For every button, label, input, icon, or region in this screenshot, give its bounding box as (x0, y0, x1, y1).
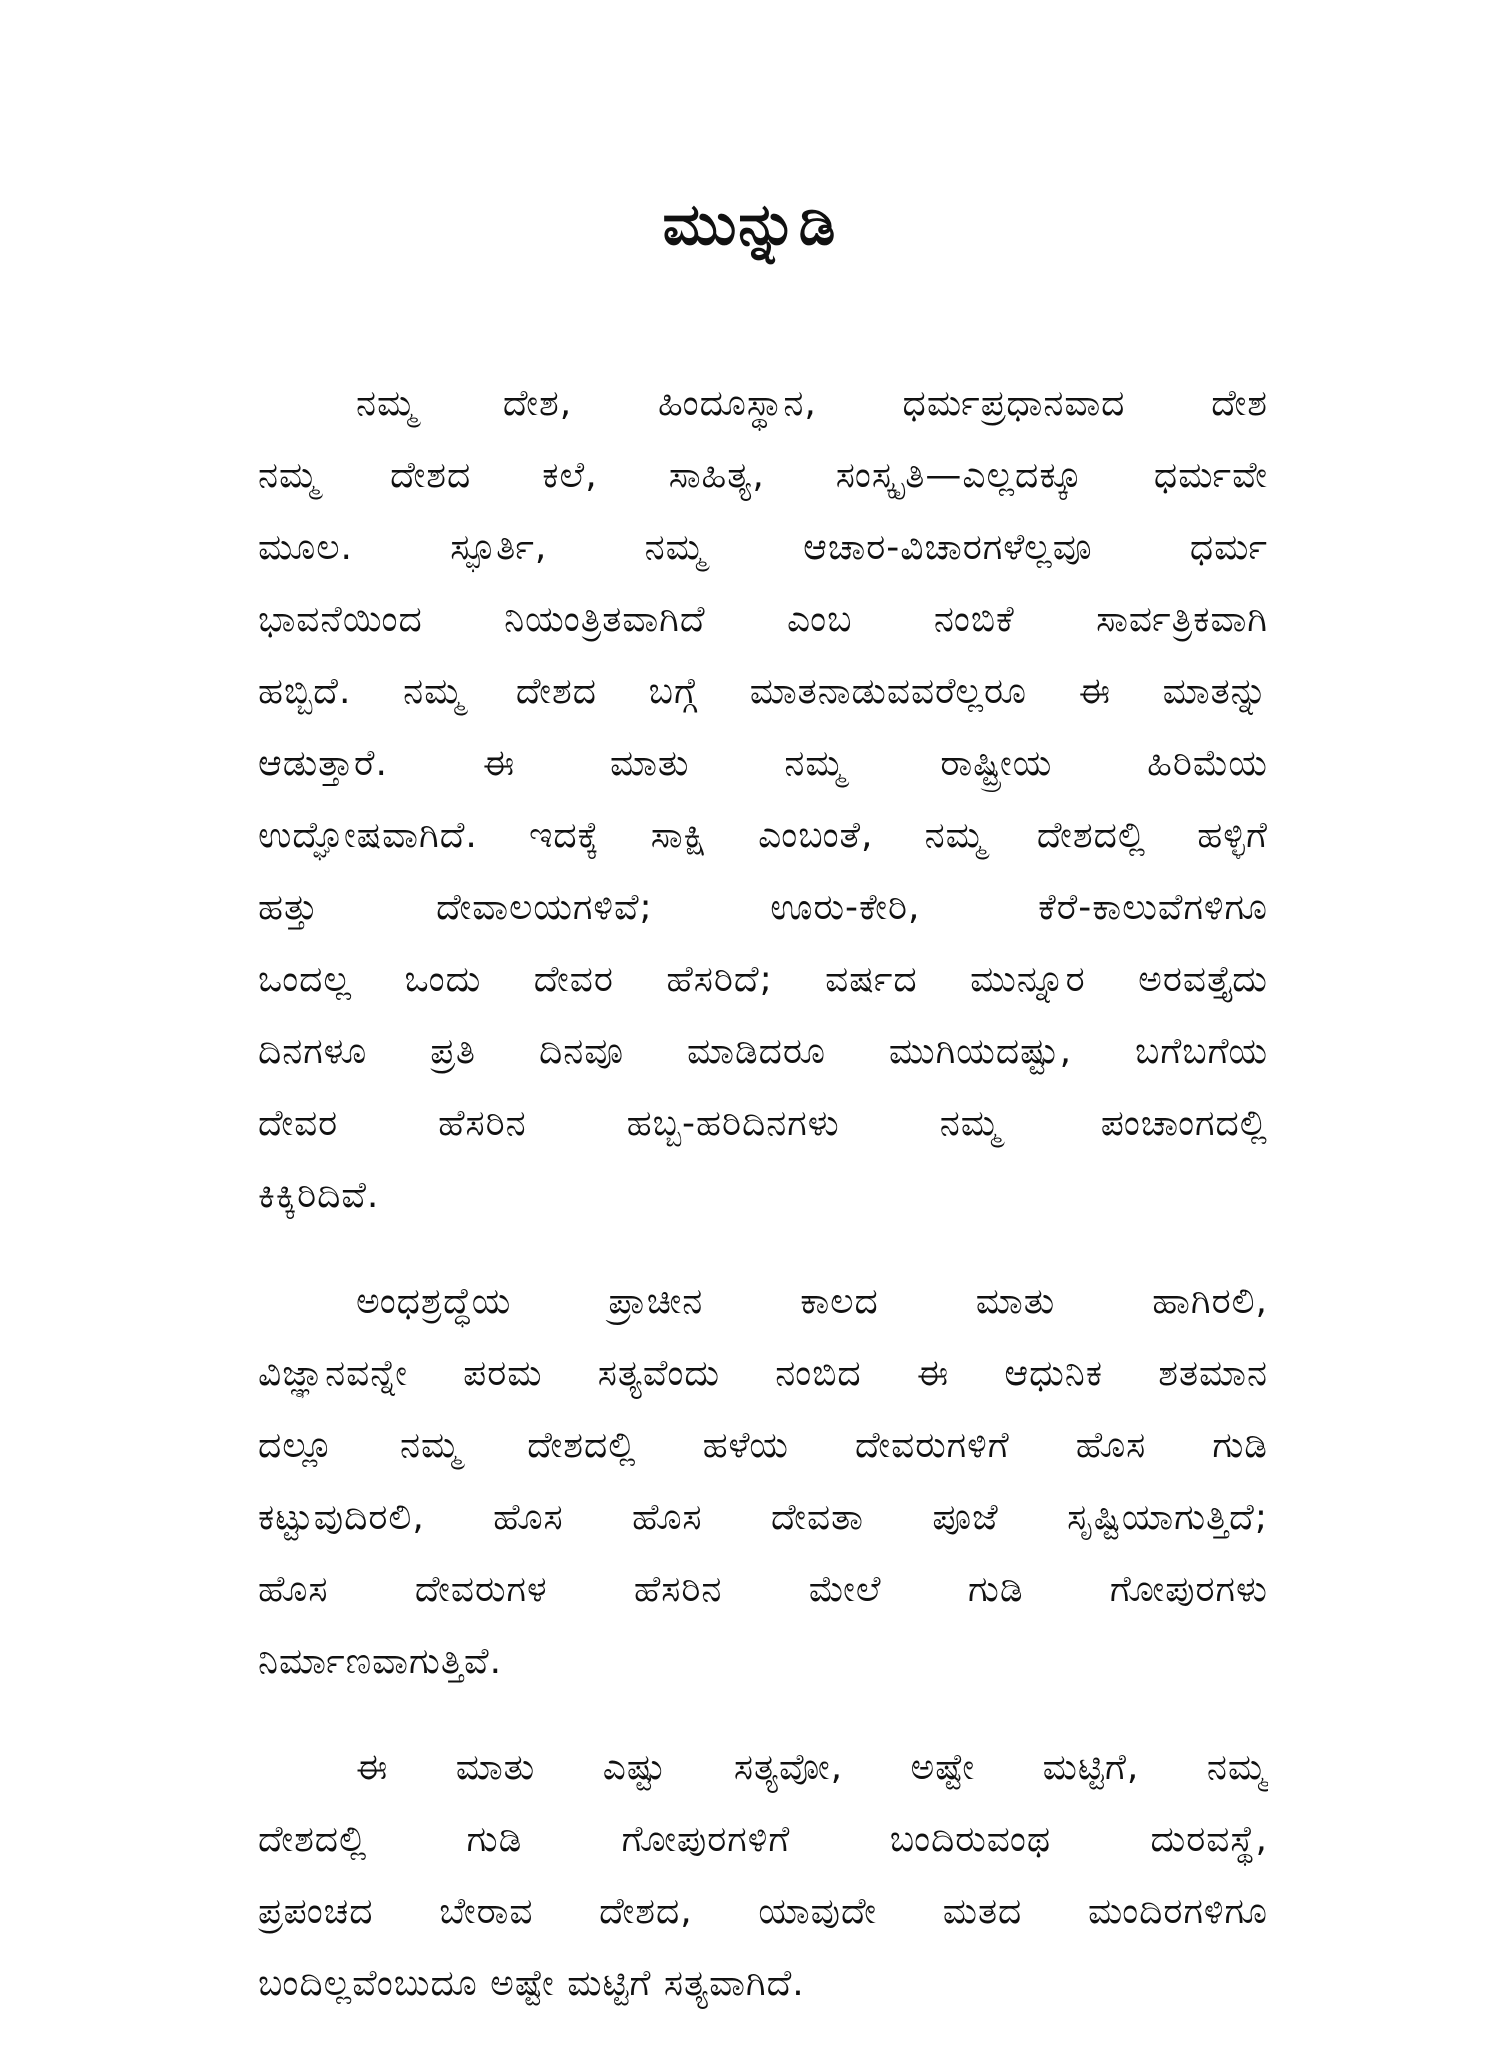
text-line: ಆಡುತ್ತಾರೆ. ಈ ಮಾತು ನಮ್ಮ ರಾಷ್ಟ್ರೀಯ ಹಿರಿಮೆಯ (258, 743, 1268, 784)
text-line: ಪ್ರಪಂಚದ ಬೇರಾವ ದೇಶದ, ಯಾವುದೇ ಮತದ ಮಂದಿರಗಳಿಗೂ (258, 1891, 1268, 1932)
paragraph-3 (258, 1732, 1268, 2020)
text-line: ಕಿಕ್ಕಿರಿದಿವೆ. (258, 1175, 380, 1216)
page-title: ಮುನ್ನುಡಿ (662, 190, 838, 258)
body-text (258, 368, 1268, 2054)
paragraph-2 (258, 1266, 1268, 1698)
text-line: ನಿರ್ಮಾಣವಾಗುತ್ತಿವೆ. (258, 1641, 503, 1682)
text-line: ಉದ್ಘೋಷವಾಗಿದೆ. ಇದಕ್ಕೆ ಸಾಕ್ಷಿ ಎಂಬಂತೆ, ನಮ್ಮ ದೇಶದಲ್ಲಿ ಹಳ್ಳಿಗೆ (258, 815, 1268, 856)
text-line: ಅಂಧಶ್ರದ್ಧೆಯ ಪ್ರಾಚೀನ ಕಾಲದ ಮಾತು ಹಾಗಿರಲಿ, (356, 1281, 1268, 1322)
text-line: ಹೊಸ ದೇವರುಗಳ ಹೆಸರಿನ ಮೇಲೆ ಗುಡಿ ಗೋಪುರಗಳು (258, 1569, 1268, 1610)
text-line: ದಿನಗಳೂ ಪ್ರತಿ ದಿನವೂ ಮಾಡಿದರೂ ಮುಗಿಯದಷ್ಟು, ಬಗೆಬಗೆಯ (258, 1031, 1268, 1072)
text-line: ಹಬ್ಬಿದೆ. ನಮ್ಮ ದೇಶದ ಬಗ್ಗೆ ಮಾತನಾಡುವವರೆಲ್ಲರೂ ಈ ಮಾತನ್ನು (258, 671, 1268, 712)
text-line: ಹತ್ತು ದೇವಾಲಯಗಳಿವೆ; ಊರು-ಕೇರಿ, ಕೆರೆ-ಕಾಲುವೆಗಳಿಗೂ (258, 887, 1268, 928)
text-line: ದೇಶದಲ್ಲಿ ಗುಡಿ ಗೋಪುರಗಳಿಗೆ ಬಂದಿರುವಂಥ ದುರವಸ್ಥೆ, (258, 1819, 1268, 1860)
text-line: ಒಂದಲ್ಲ ಒಂದು ದೇವರ ಹೆಸರಿದೆ; ವರ್ಷದ ಮುನ್ನೂರ ಅರವತ್ತೈದು (258, 959, 1268, 1000)
text-line: ಬಂದಿಲ್ಲವೆಂಬುದೂ ಅಷ್ಟೇ ಮಟ್ಟಿಗೆ ಸತ್ಯವಾಗಿದೆ. (258, 1963, 805, 2004)
text-line: ನಮ್ಮ ದೇಶದ ಕಲೆ, ಸಾಹಿತ್ಯ, ಸಂಸ್ಕೃತಿ—ಎಲ್ಲದಕ್ಕೂ ಧರ್ಮವೇ (258, 455, 1268, 496)
text-line: ದೇವರ ಹೆಸರಿನ ಹಬ್ಬ-ಹರಿದಿನಗಳು ನಮ್ಮ ಪಂಚಾಂಗದಲ್ಲಿ (258, 1103, 1268, 1144)
paragraph-1 (258, 368, 1268, 1232)
text-line: ಕಟ್ಟುವುದಿರಲಿ, ಹೊಸ ಹೊಸ ದೇವತಾ ಪೂಜೆ ಸೃಷ್ಟಿಯಾಗುತ್ತಿದೆ; (258, 1497, 1268, 1538)
text-line: ಈ ಮಾತು ಎಷ್ಟು ಸತ್ಯವೋ, ಅಷ್ಟೇ ಮಟ್ಟಿಗೆ, ನಮ್ಮ (356, 1747, 1268, 1788)
text-line: ಮೂಲ. ಸ್ಫೂರ್ತಿ, ನಮ್ಮ ಆಚಾರ-ವಿಚಾರಗಳೆಲ್ಲವೂ ಧರ್ಮ (258, 527, 1268, 568)
text-line: ದಲ್ಲೂ ನಮ್ಮ ದೇಶದಲ್ಲಿ ಹಳೆಯ ದೇವರುಗಳಿಗೆ ಹೊಸ ಗುಡಿ (258, 1425, 1268, 1466)
text-line: ನಮ್ಮ ದೇಶ, ಹಿಂದೂಸ್ಥಾನ, ಧರ್ಮಪ್ರಧಾನವಾದ ದೇಶ (356, 383, 1268, 424)
text-line: ಭಾವನೆಯಿಂದ ನಿಯಂತ್ರಿತವಾಗಿದೆ ಎಂಬ ನಂಬಿಕೆ ಸಾರ್ವತ್ರಿಕವಾಗಿ (258, 599, 1268, 640)
text-line: ವಿಜ್ಞಾನವನ್ನೇ ಪರಮ ಸತ್ಯವೆಂದು ನಂಬಿದ ಈ ಆಧುನಿಕ ಶತಮಾನ (258, 1353, 1268, 1394)
